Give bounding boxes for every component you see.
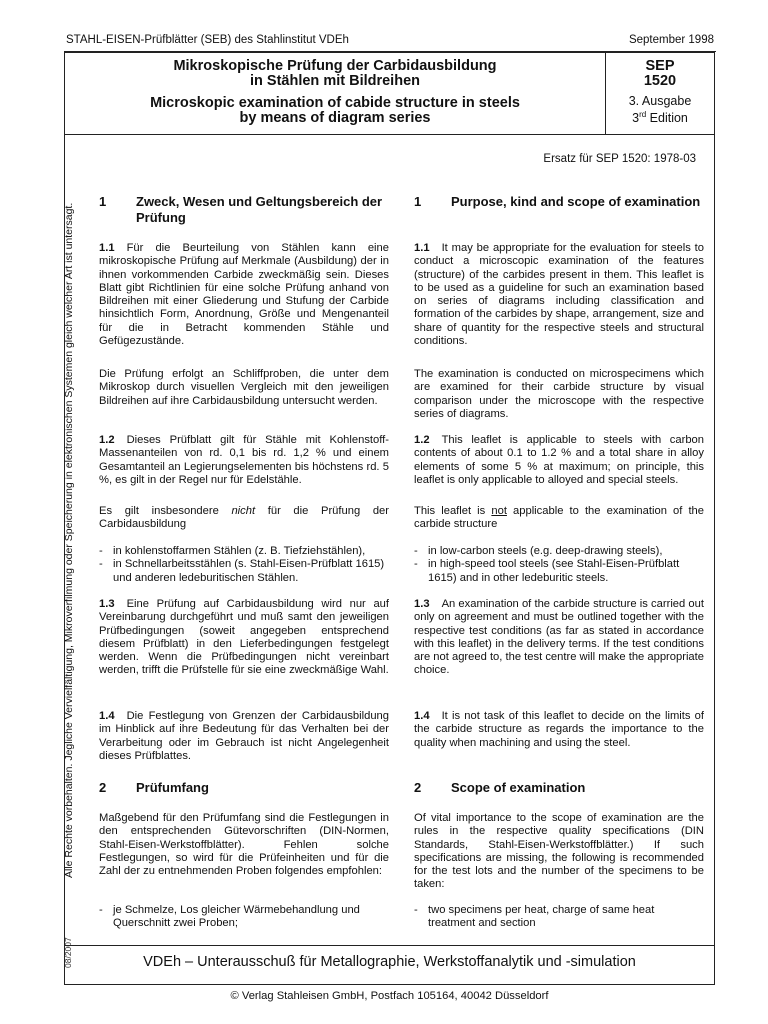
sep-label: SEP — [645, 58, 675, 74]
section-title: Scope of examination — [451, 780, 586, 795]
list-item-text: in kohlenstoffarmen Stählen (z. B. Tiefziehstählen), — [113, 545, 366, 557]
edition-german: 3. Ausgabe — [628, 94, 692, 108]
section-number: 1 — [414, 194, 422, 209]
en-para-1-3 — [414, 598, 704, 678]
en-para-1-2b — [414, 505, 704, 532]
section-title: Purpose, kind and scope of examination — [451, 194, 701, 209]
footer-box — [64, 945, 715, 986]
publisher-line: STAHL-EISEN-Prüfblätter (SEB) des Stahlinstitut VDEh — [66, 34, 349, 46]
section-title: Prüfumfang — [136, 780, 209, 795]
text-part: für die Prüfung der Carbidausbildung — [99, 505, 389, 531]
de-list — [99, 545, 389, 585]
section-title: Zweck, Wesen und Geltungsbereich der Prüfung — [136, 194, 383, 225]
en-heading-2 — [414, 780, 704, 796]
en-list-2 — [414, 904, 704, 931]
bullet: - — [414, 545, 418, 557]
de-para-1-2 — [99, 434, 389, 487]
sep-number: 1520 — [643, 73, 677, 89]
text-part: applicable to the examination of the carbide structure — [414, 505, 704, 531]
title-english-line1: Microskopic examination of cabide structure in steels — [150, 95, 520, 111]
para-text: This leaflet is applicable to steels with carbon contents of about 0.1 to 1.2 % and a total share in alloy elements of some 5 % at maximum; on principle, this leaflet is only applicable to alloyed and special steels. — [414, 434, 704, 486]
list-item — [414, 545, 704, 558]
de-list-2 — [99, 904, 389, 931]
header-bar — [64, 33, 716, 52]
para-number: 1.3 — [99, 598, 115, 610]
en-list — [414, 545, 704, 585]
edition-label: Edition — [646, 111, 688, 126]
list-item-text: in Schnellarbeitsstählen (s. Stahl-Eisen-Prüfblatt 1615) und anderen ledeburitischen Stählen. — [113, 558, 385, 584]
document-code — [606, 59, 714, 89]
para-text: An examination of the carbide structure is carried out only on agreement and must be outlined together with the respective test conditions (as far as stated in accordance with this leaflet) in the delivery terms. If the test conditions are not agreed to, the test centre will make the appropriate choice. — [414, 598, 704, 677]
de-heading-2 — [99, 780, 389, 796]
en-para-1-4 — [414, 710, 704, 750]
list-item-text: in low-carbon steels (e.g. deep-drawing steels), — [428, 545, 663, 557]
para-text: Eine Prüfung auf Carbidausbildung wird nur auf Vereinbarung durchgeführt und muß samt den jeweiligen Prüfbedingungen (soweit angegeben entsprechend diesem Prüfblatt) in den Lieferbedingungen festgelegt werden. Wenn die Prüfbedingungen nicht vereinbart werden, trifft die Prüfstelle für sie eine zweckmäßige Wahl. — [99, 598, 389, 677]
edition-info — [606, 94, 714, 125]
document-id-box — [605, 53, 714, 134]
list-item-text: je Schmelze, Los gleicher Wärmebehandlung und Querschnitt zwei Proben; — [113, 904, 360, 930]
de-para-1-2b — [99, 505, 389, 532]
en-para-1-1 — [414, 242, 704, 348]
de-para-1-1b: Die Prüfung erfolgt an Schliffproben, die unter dem Mikroskop durch visuellen Vergleich mit den jeweiligen Bildreihen auf ihre Carbidausbildung untersucht werden. — [99, 368, 389, 407]
title-german-line2: in Stählen mit Bildreihen — [250, 73, 420, 89]
list-item — [414, 558, 704, 585]
section-number: 2 — [99, 780, 107, 795]
list-item — [414, 904, 704, 931]
copyright-line: © Verlag Stahleisen GmbH, Postfach 105164, 40042 Düsseldorf — [230, 990, 549, 1002]
list-item-text: two specimens per heat, charge of same heat treatment and section — [428, 904, 655, 930]
print-date: 08/2007 — [63, 937, 73, 968]
para-text: It may be appropriate for the evaluation for steels to conduct a microscopic examination of the features (structure) of the carbides present in them. This leaflet is to be used as a guideline for such an examination based on series of diagrams including classification and formation of the carbides by shape, arrangement, size and share of quantity for the respective steels and structural conditions. — [414, 242, 704, 348]
edition-english — [606, 108, 714, 125]
text-part: This leaflet is — [414, 505, 492, 517]
edition-number: 3 — [632, 111, 640, 126]
emphasis: nicht — [231, 505, 256, 517]
para-number: 1.1 — [99, 242, 115, 254]
committee-name: VDEh – Unterausschuß für Metallographie, Werkstoffanalytik und -simulation — [143, 954, 636, 970]
de-para-2: Maßgebend für den Prüfumfang sind die Festlegungen in den entsprechenden Gütevorschriften (DIN-Normen, Stahl-Eisen-Werkstoffblätter). Fehlen solche Festlegungen, so wird für die Prüfeinheiten und für die Zahl der zu entnehmenden Proben folgendes empfohlen: — [99, 812, 389, 878]
en-para-1-1b: The examination is conducted on microspecimens which are examined for their carbide structure by visual comparison under the microscope with the respective series of diagrams. — [414, 368, 704, 420]
title-german — [65, 59, 605, 89]
en-para-1-2 — [414, 434, 704, 487]
replaces-note: Ersatz für SEP 1520: 1978-03 — [543, 153, 696, 165]
bullet: - — [99, 545, 103, 557]
section-number: 1 — [99, 194, 107, 209]
para-number: 1.4 — [99, 710, 115, 722]
para-text: Für die Beurteilung von Stählen kann eine mikroskopische Prüfung auf Merkmale (Ausbildung) der in ihnen vorkommenden Carbide zweckmäßig sein. Dieses Blatt gibt Richtlinien für eine solche Prüfung anhand von Bildreihen mit einer Gliederung und Stufung der Carbide hinsichtlich Form, Anordnung, Größe und Mengenanteil für die in Betracht kommenden Stähle und Gefügezustände. — [99, 242, 389, 348]
bullet: - — [414, 558, 418, 571]
bullet: - — [414, 904, 418, 916]
para-number: 1.3 — [414, 598, 430, 610]
rights-notice: Alle Rechte vorbehalten. Jegliche Vervielfältigung, Mikroverfilmung oder Speicherung in elektronischen Systemen gleich welcher Art ist untersagt. — [63, 202, 75, 878]
edition-suffix: rd — [639, 110, 647, 119]
de-para-1-1 — [99, 242, 389, 348]
title-english — [65, 96, 605, 126]
bullet: - — [99, 558, 103, 571]
para-text: It is not task of this leaflet to decide on the limits of the carbide structure as regards the importance to the quality when machining and using the steel. — [414, 710, 704, 749]
para-number: 1.2 — [414, 434, 430, 446]
para-number: 1.1 — [414, 242, 430, 254]
en-heading-1 — [414, 194, 704, 210]
para-text: Dieses Prüfblatt gilt für Stähle mit Kohlenstoff-Massenanteilen von rd. 0,1 bis rd. 1,2 % und einem Gesamtanteil an Legierungselementen bis höchstens rd. 5 %, es gilt in der Regel nur für Edelstähle. — [99, 434, 389, 486]
en-para-2: Of vital importance to the scope of examination are the rules in the respective quality specifications (DIN Standards, Stahl-Eisen-Werkstoffblätter.) If such specifications are missing, the following is recommended for the test lots and the number of the specimens to be taken: — [414, 812, 704, 891]
de-para-1-4 — [99, 710, 389, 763]
text-part: Es gilt insbesondere — [99, 505, 232, 517]
issue-date: September 1998 — [628, 34, 714, 46]
bullet: - — [99, 904, 103, 916]
emphasis: not — [491, 505, 507, 517]
list-item-text: in high-speed tool steels (see Stahl-Eisen-Prüfblatt 1615) and in other ledeburitic steels. — [428, 558, 680, 584]
de-heading-1 — [99, 194, 389, 226]
title-block — [65, 53, 714, 135]
section-number: 2 — [414, 780, 422, 795]
para-text: Die Festlegung von Grenzen der Carbidausbildung im Hinblick auf ihre Bedeutung für das Verhalten bei der Verarbeitung oder im Gebrauch ist nicht Angelegenheit dieses Prüfblattes. — [99, 710, 389, 762]
de-para-1-3 — [99, 598, 389, 678]
list-item — [99, 545, 389, 558]
title-german-line1: Mikroskopische Prüfung der Carbidausbildung — [173, 58, 497, 74]
list-item — [99, 904, 389, 931]
para-number: 1.2 — [99, 434, 115, 446]
list-item — [99, 558, 389, 585]
title-english-line2: by means of diagram series — [239, 110, 431, 126]
para-number: 1.4 — [414, 710, 430, 722]
